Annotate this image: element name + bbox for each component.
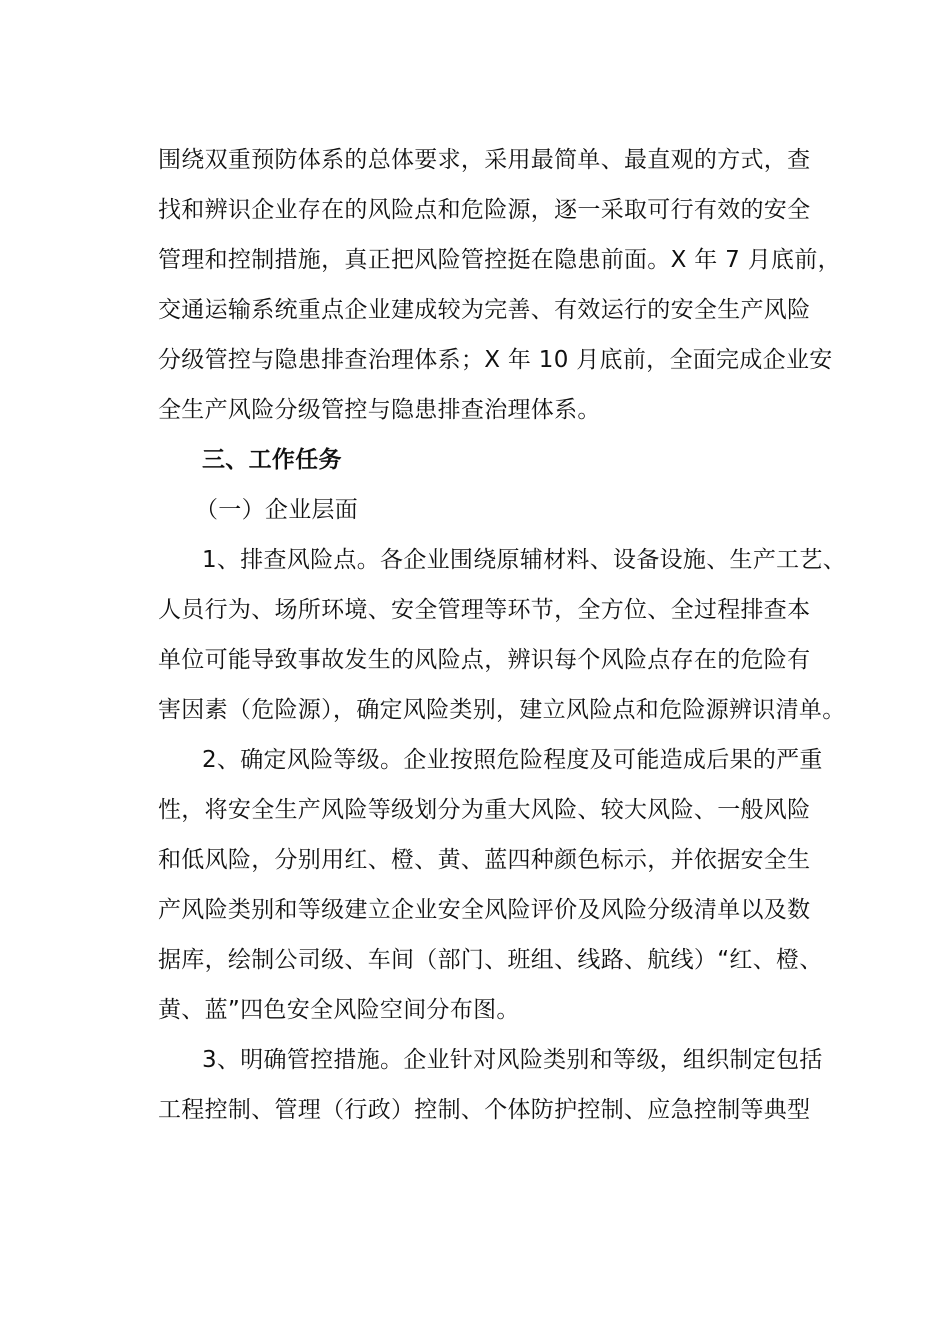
section-heading: 三、工作任务 (202, 447, 342, 473)
text-line: 据库，绘制公司级、车间（部门、班组、线路、航线）“红、橙、 (158, 947, 823, 973)
text-line: 人员行为、场所环境、安全管理等环节，全方位、全过程排查本 (158, 597, 811, 623)
text-line: 黄、蓝”四色安全风险空间分布图。 (158, 997, 520, 1023)
text-line: 产风险类别和等级建立企业安全风险评价及风险分级清单以及数 (158, 897, 811, 923)
text-line: 分级管控与隐患排查治理体系；X 年 10 月底前，全面完成企业安 (158, 347, 833, 373)
text-line: 交通运输系统重点企业建成较为完善、有效运行的安全生产风险 (158, 297, 811, 323)
text-line: 1、排查风险点。各企业围绕原辅材料、设备设施、生产工艺、 (202, 547, 847, 573)
text-line: 和低风险，分别用红、橙、黄、蓝四种颜色标示，并依据安全生 (158, 847, 811, 873)
text-line: 找和辨识企业存在的风险点和危险源，逐一采取可行有效的安全 (158, 197, 811, 223)
text-line: 害因素（危险源），确定风险类别，建立风险点和危险源辨识清单。 (158, 697, 846, 723)
text-line: 单位可能导致事故发生的风险点，辨识每个风险点存在的危险有 (158, 647, 811, 673)
text-line: 管理和控制措施，真正把风险管控挺在隐患前面。X 年 7 月底前， (158, 247, 841, 273)
text-line: 围绕双重预防体系的总体要求，采用最简单、最直观的方式，查 (158, 147, 811, 173)
text-line: 性，将安全生产风险等级划分为重大风险、较大风险、一般风险 (158, 797, 811, 823)
text-line: 3、明确管控措施。企业针对风险类别和等级，组织制定包括 (202, 1047, 823, 1073)
text-line: 全生产风险分级管控与隐患排查治理体系。 (158, 397, 601, 423)
text-line: 工程控制、管理（行政）控制、个体防护控制、应急控制等典型 (158, 1097, 811, 1123)
text-line: 2、确定风险等级。企业按照危险程度及可能造成后果的严重 (202, 747, 823, 773)
subsection-heading: （一）企业层面 (195, 497, 359, 523)
